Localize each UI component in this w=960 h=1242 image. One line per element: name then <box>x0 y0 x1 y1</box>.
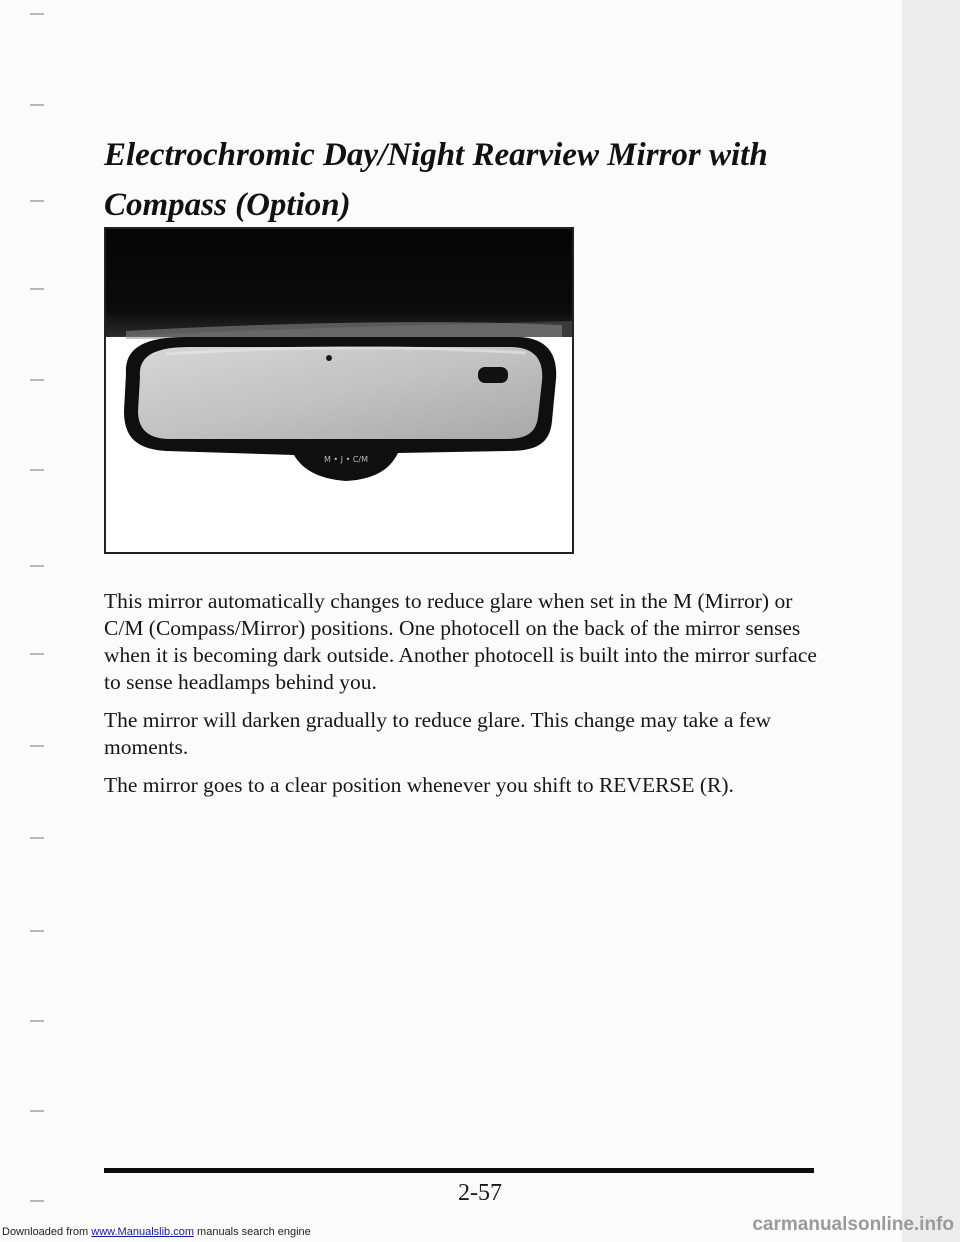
heading-line-2: Compass (Option) <box>104 187 351 223</box>
paragraph: The mirror will darken gradually to reduce glare. This change may take a few moments. <box>104 708 772 759</box>
paragraph: This mirror automatically changes to reduce glare when set in the M (Mirror) or C/M (Compass/Mirror) positions. One photocell on the back of the mirror senses when it is becoming dark outside. Another photocell is built into the mirror surface to sense headlamps behind you. <box>104 589 817 694</box>
manualslib-link[interactable]: www.Manualslib.com <box>91 1226 194 1238</box>
watermark-brand: carmanualsonline.info <box>752 1214 954 1235</box>
margin-tick <box>30 930 44 932</box>
section-heading <box>104 130 768 230</box>
paragraph: The mirror goes to a clear position whenever you shift to REVERSE (R). <box>104 773 734 797</box>
download-footer <box>2 1226 311 1238</box>
photocell-sensor <box>478 367 508 383</box>
footer-suffix: manuals search engine <box>197 1226 311 1238</box>
mirror-photo <box>104 227 574 554</box>
margin-tick <box>30 288 44 290</box>
margin-tick <box>30 565 44 567</box>
margin-tick <box>30 13 44 15</box>
body-text <box>104 588 824 810</box>
margin-tick <box>30 200 44 202</box>
margin-tick <box>30 1020 44 1022</box>
page-number: 2-57 <box>458 1180 502 1206</box>
mirror-button-label: M • J • C/M <box>323 455 369 464</box>
margin-tick <box>30 837 44 839</box>
margin-tick <box>30 1110 44 1112</box>
margin-tick <box>30 104 44 106</box>
margin-tick <box>30 745 44 747</box>
right-margin-shade <box>902 0 960 1242</box>
page-rule <box>104 1168 814 1173</box>
rearview-mirror-illustration <box>106 229 572 552</box>
heading-line-1: Electrochromic Day/Night Rearview Mirror with <box>104 137 768 173</box>
margin-tick <box>30 653 44 655</box>
margin-tick <box>30 469 44 471</box>
mirror-glass <box>138 347 542 439</box>
margin-tick <box>30 379 44 381</box>
footer-prefix: Downloaded from <box>2 1226 89 1238</box>
